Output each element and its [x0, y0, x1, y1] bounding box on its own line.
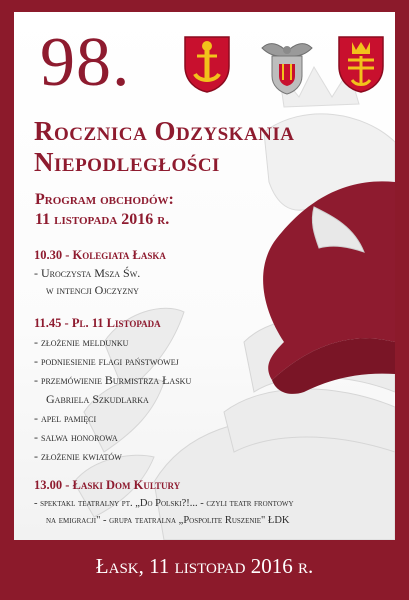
section-2-item: - salwa honorowa	[34, 430, 118, 444]
section-2-time: 11.45 - Pl. 11 Listopada	[34, 316, 161, 330]
date-heading: 11 listopada 2016 r.	[35, 211, 170, 228]
section-2-item: - przemówienie Burmistrza Łasku	[34, 373, 192, 387]
program-heading: Program obchodów:	[35, 191, 174, 208]
title-line-1: Rocznica Odzyskania	[34, 116, 295, 146]
county-crest-icon	[336, 34, 386, 94]
footer-place-date: Łask, 11 listopad 2016 r.	[95, 554, 314, 578]
section-2-item: - złożenie kwiatów	[34, 449, 122, 463]
section-2-item: - podniesienie flagi państwowej	[34, 354, 179, 368]
section-1-item: - Uroczysta Msza Św.	[34, 266, 141, 280]
lask-crest-icon	[182, 34, 232, 94]
poster-panel	[14, 12, 395, 540]
section-2-item: - złożenie meldunku	[34, 335, 129, 349]
section-2-item: - apel pamięci	[34, 411, 97, 425]
crests-row	[182, 34, 382, 98]
section-2-item: Gabriela Szkudlarka	[46, 392, 149, 406]
event-title	[34, 116, 295, 178]
section-3-item: na emigracji" - grupa teatralna „Pospolite Ruszenie" ŁDK	[46, 515, 290, 526]
section-1-time: 10.30 - Kolegiata Łaska	[34, 248, 166, 262]
anniversary-number: 98.	[40, 24, 131, 101]
title-line-2: Niepodległości	[34, 147, 220, 177]
section-1-item: w intencji Ojczyzny	[46, 283, 139, 297]
section-3-time: 13.00 - Łaski Dom Kultury	[34, 478, 181, 492]
section-3-item: - spektakl teatralny pt. „Do Polski?!... - czyli teatr frontowy	[34, 498, 294, 509]
military-crest-icon	[260, 34, 314, 96]
